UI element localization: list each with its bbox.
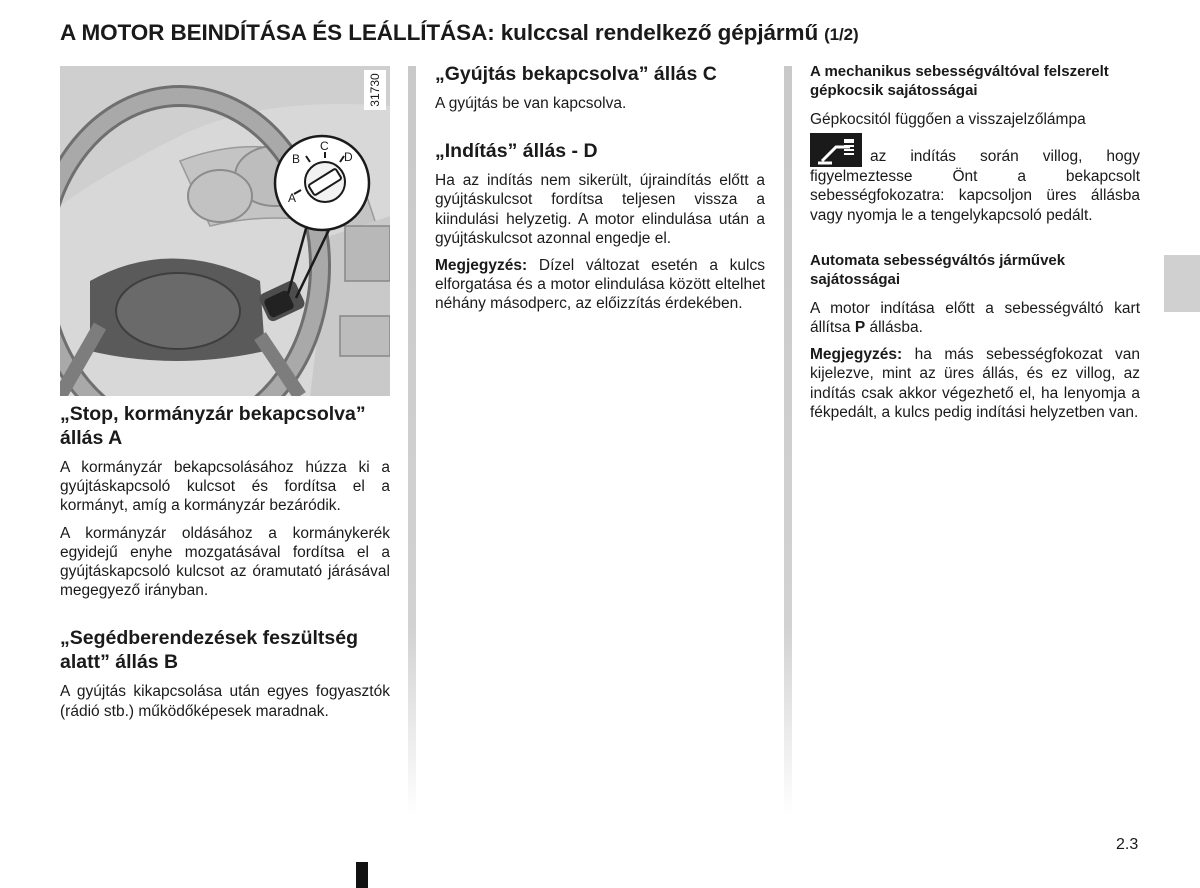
column-right <box>810 62 1140 422</box>
position-label-b: B <box>292 152 301 166</box>
note-text: ha más sebességfokozat van kijelezve, mint az üres állás, és ez villog, az indítás csak akkor végezhető el, ha lenyomja a fékpedált, a kulcs pedig indítási helyzetben van. <box>810 346 1140 421</box>
column-middle <box>435 62 765 314</box>
paragraph-manual-warning-text: az indítás során villog, hogy figyelmeztesse Önt a bekapcsolt sebességfokozatra: kapcsoljon üres állásba vagy nyomja le a tengelykapcsoló pedált. <box>810 148 1140 224</box>
paragraph-manual-warning <box>810 133 1140 225</box>
note-label: Megjegyzés: <box>810 346 903 364</box>
figure-code <box>364 70 386 110</box>
paragraph-automatic-pre: A motor indítása előtt a sebességváltó kart állítsa <box>810 299 1140 337</box>
position-label-a: A <box>288 191 297 205</box>
chapter-tab <box>1164 255 1200 312</box>
heading-stop-position: „Stop, kormányzár bekapcsolva” állás A <box>60 403 366 449</box>
paragraph-stop-unlock: A kormányzár oldásához a kormánykerék egyidejű enyhe mozgatásával fordítsa el a gyújtáskapcsoló kulcsot az óramutató járásával megegyező irányban. <box>60 524 390 600</box>
column-divider <box>784 66 792 816</box>
paragraph-accessory: A gyújtás kikapcsolása után egyes fogyasztók (rádió stb.) működőképesek maradnak. <box>60 683 390 720</box>
note-text: Dízel változat esetén a kulcs elforgatása és a motor elindulása között eltelhet néhány másodperc, az előizzítás érdekében. <box>435 257 765 313</box>
note-label: Megjegyzés: <box>435 257 528 275</box>
paragraph-stop-lock: A kormányzár bekapcsolásához húzza ki a gyújtáskapcsoló kulcsot és fordítsa el a kormányt, amíg a kormányzár bezáródik. <box>60 459 390 515</box>
page-number: 2.3 <box>1116 836 1139 853</box>
paragraph-automatic <box>810 299 1140 337</box>
print-mark <box>356 862 368 888</box>
heading-ignition-on: „Gyújtás bekapcsolva” állás C <box>435 63 717 85</box>
paragraph-manual-intro: Gépkocsitól függően a visszajelzőlámpa <box>810 111 1086 128</box>
page-title-ratio: (1/2) <box>824 25 859 44</box>
clutch-pedal-warning-icon <box>810 133 862 167</box>
position-label-c: C <box>320 139 329 153</box>
page-title-main: A MOTOR BEINDÍTÁSA ÉS LEÁLLÍTÁSA: kulccsal rendelkező gépjármű <box>60 20 819 45</box>
page-title <box>60 20 1160 46</box>
ignition-switch-illustration <box>60 66 390 396</box>
paragraph-start: Ha az indítás nem sikerült, újraindítás előtt a gyújtáskulcsot fordítsa teljesen vissza a kiindulási helyzetig. A motor elindulása után a gyújtáskulcsot azonnal engedje el. <box>435 172 765 247</box>
paragraph-automatic-post: állásba. <box>865 319 923 337</box>
heading-automatic-gearbox: Automata sebességváltós járművek sajátosságai <box>810 251 1066 288</box>
column-left <box>60 402 390 721</box>
heading-start-position: „Indítás” állás - D <box>435 140 598 163</box>
paragraph-note-diesel <box>435 256 765 314</box>
paragraph-ignition-on: A gyújtás be van kapcsolva. <box>435 95 627 112</box>
heading-manual-gearbox: A mechanikus sebességváltóval felszerelt gépkocsik sajátosságai <box>810 63 1109 99</box>
figure-code-text: 31730 <box>368 73 382 107</box>
column-divider <box>408 66 416 816</box>
paragraph-note-automatic <box>810 345 1140 422</box>
heading-accessory-position: „Segédberendezések feszültség alatt” állás B <box>60 627 359 674</box>
park-position-letter: P <box>854 319 866 337</box>
position-label-d: D <box>344 150 353 164</box>
